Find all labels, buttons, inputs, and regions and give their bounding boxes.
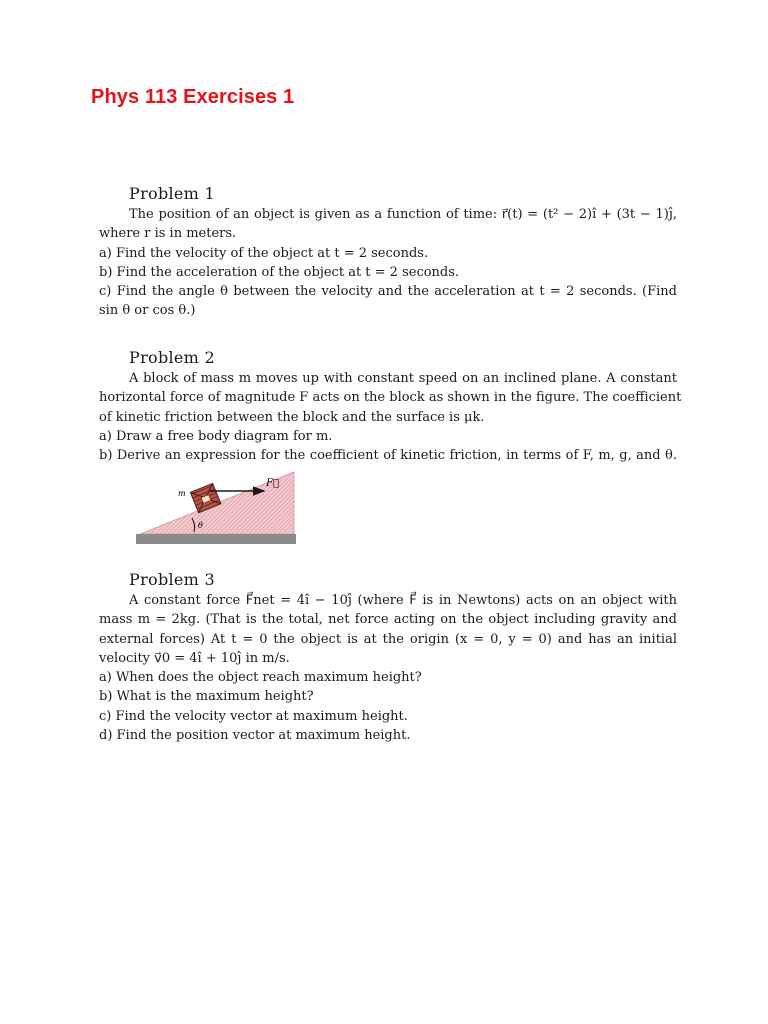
ground-surface	[136, 534, 296, 544]
question-c: c) Find the angle θ between the velocity and the acceleration at t = 2 seconds. (Find	[99, 284, 677, 300]
force-label: F⃗	[266, 478, 279, 489]
problem-text-line: The position of an object is given as a function of time: r⃗(t) = (t² − 2)î + (3t − 1)ĵ,	[129, 207, 677, 222]
problem-text-line: mass m = 2kg. (That is the total, net force acting on the object including gravity and	[99, 612, 677, 628]
angle-label: θ	[198, 521, 203, 530]
problem-1	[99, 183, 677, 321]
problem-text-line: horizontal force of magnitude F acts on the block as shown in the figure. The coefficient	[99, 390, 682, 406]
problem-2	[99, 347, 682, 465]
mass-label: m	[178, 489, 186, 498]
problem-heading: Problem 2	[129, 348, 216, 367]
problem-text-line: A block of mass m moves up with constant speed on an inclined plane. A constant	[129, 371, 677, 386]
question-b: b) What is the maximum height?	[99, 689, 314, 705]
problem-text-line: where r is in meters.	[99, 226, 237, 242]
problem-text-line: of kinetic friction between the block and the surface is μk.	[99, 409, 485, 425]
question-b: b) Find the acceleration of the object at t = 2 seconds.	[99, 264, 460, 280]
problem-heading: Problem 1	[129, 184, 216, 203]
question-c: c) Find the velocity vector at maximum height.	[99, 708, 408, 724]
question-c-continued: sin θ or cos θ.)	[99, 303, 196, 319]
question-b: b) Derive an expression for the coefficient of kinetic friction, in terms of F, m, g, and θ.	[99, 448, 677, 464]
question-a: a) Draw a free body diagram for m.	[99, 428, 333, 444]
question-a: a) Find the velocity of the object at t = 2 seconds.	[99, 245, 429, 261]
question-d: d) Find the position vector at maximum height.	[99, 728, 411, 744]
page-title: Phys 113 Exercises 1	[91, 86, 295, 108]
problem-text-line: external forces) At t = 0 the object is at the origin (x = 0, y = 0) and has an initial	[99, 631, 677, 647]
inclined-plane-figure	[134, 470, 298, 550]
problem-text-line: velocity v⃗0 = 4î + 10ĵ in m/s.	[99, 650, 290, 666]
problem-heading: Problem 3	[129, 570, 216, 589]
problem-text-line: A constant force F⃗net = 4î − 10ĵ (where F⃗ is in Newtons) acts on an object with	[129, 593, 677, 608]
question-a: a) When does the object reach maximum height?	[99, 670, 422, 686]
problem-3	[99, 569, 677, 745]
